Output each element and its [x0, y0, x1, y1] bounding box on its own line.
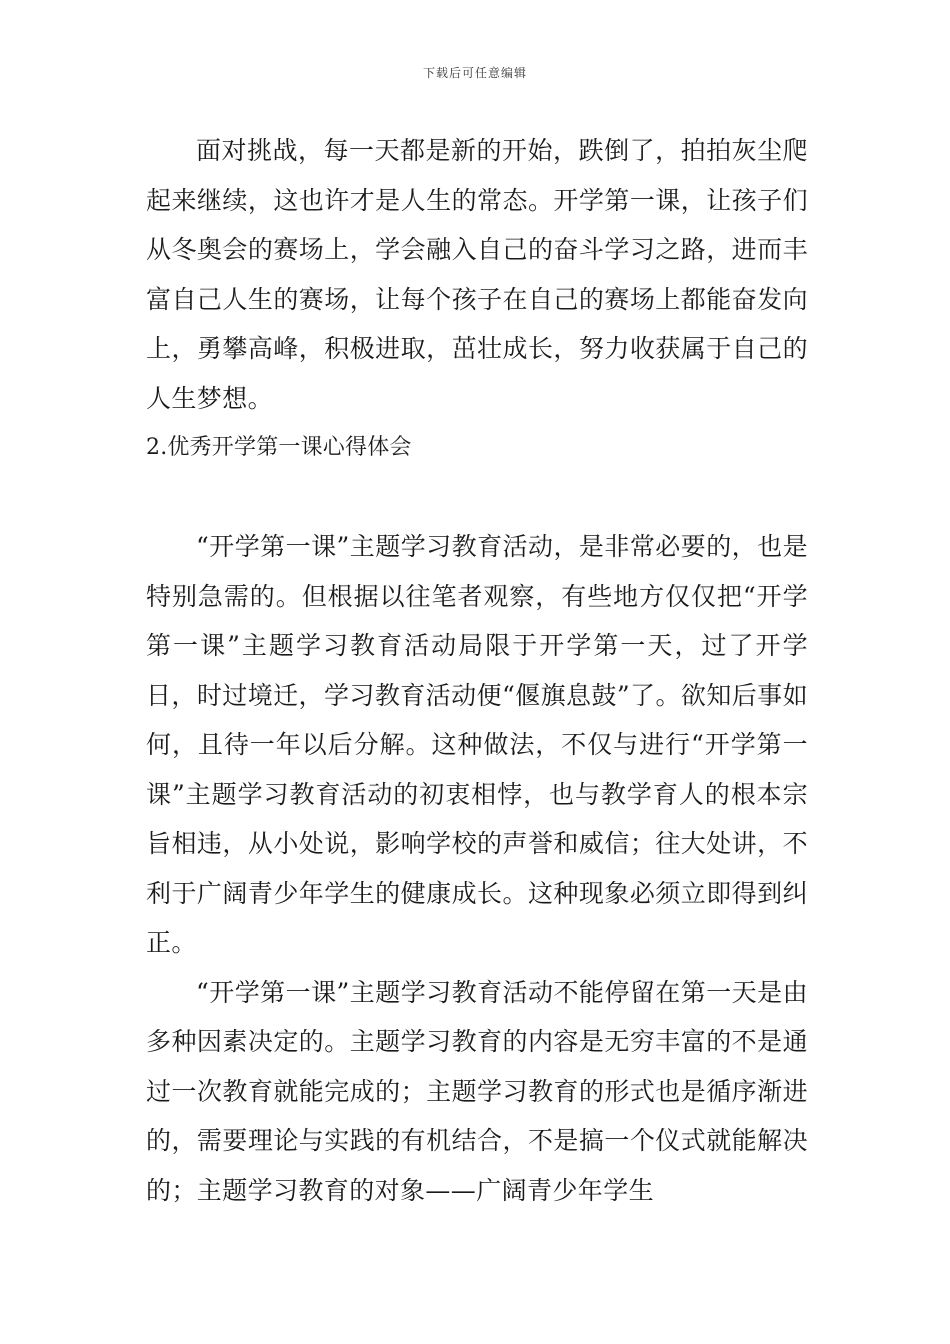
- paragraph-1: 面对挑战，每一天都是新的开始，跌倒了，拍拍灰尘爬起来继续，这也许才是人生的常态。开学第一课，让孩子们从冬奥会的赛场上，学会融入自己的奋斗学习之路，进而丰富自己人生的赛场，让每个孩子在自己的赛场上都能奋发向上，勇攀高峰，积极进取，茁壮成长，努力收获属于自己的人生梦想。: [146, 136, 808, 413]
- blank-line: [146, 473, 808, 523]
- page-header-note: 下载后可任意编辑: [422, 66, 527, 80]
- section-heading: 2.优秀开学第一课心得体会: [146, 435, 412, 460]
- document-body: [146, 126, 808, 1215]
- paragraph-3: “开学第一课”主题学习教育活动不能停留在第一天是由多种因素决定的。主题学习教育的内容是无穷丰富的不是通过一次教育就能完成的；主题学习教育的形式也是循序渐进的，需要理论与实践的有机结合，不是搞一个仪式就能解决的；主题学习教育的对象——广阔青少年学生: [146, 977, 808, 1205]
- paragraph-2: “开学第一课”主题学习教育活动，是非常必要的，也是特别急需的。但根据以往笔者观察，有些地方仅仅把“开学第一课”主题学习教育活动局限于开学第一天，过了开学日，时过境迁，学习教育活动便“偃旗息鼓”了。欲知后事如何，且待一年以后分解。这种做法，不仅与进行“开学第一课”主题学习教育活动的初衷相悖，也与教学育人的根本宗旨相违，从小处说，影响学校的声誉和威信；往大处讲，不利于广阔青少年学生的健康成长。这种现象必须立即得到纠正。: [146, 532, 808, 957]
